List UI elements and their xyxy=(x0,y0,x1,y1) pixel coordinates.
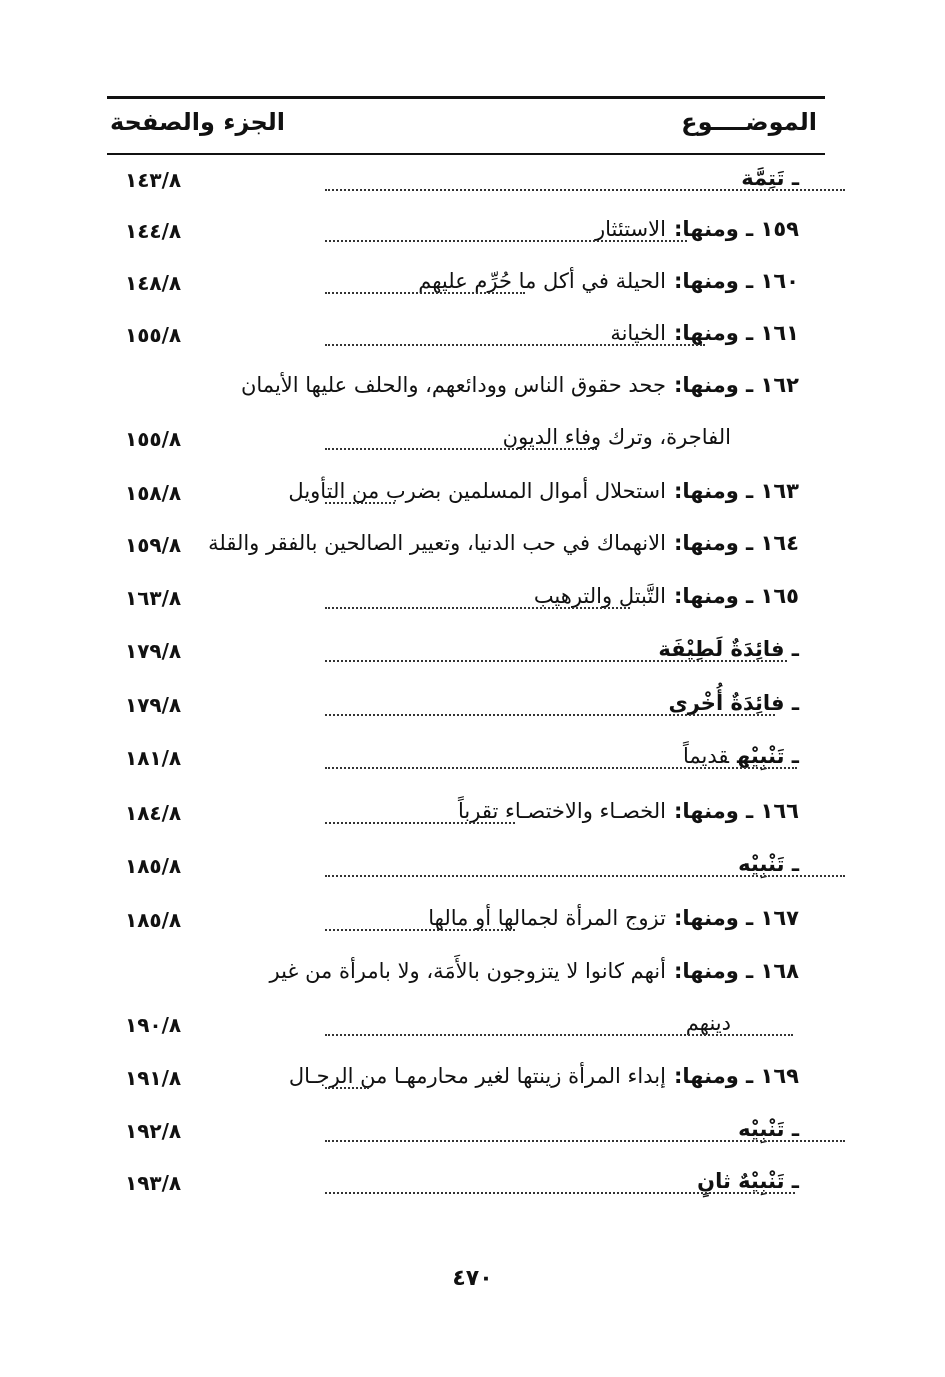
entry-lead: ـ تَنْبِيْه xyxy=(738,852,799,876)
entry-page-ref: ١٨٤/٨ xyxy=(125,801,182,825)
entry-text: إبداء المرأة زينتها لغير محارمهـا من الرجـال xyxy=(288,1064,666,1088)
header-topic: الموضــــوع xyxy=(681,108,817,136)
entry-text: الاستئثار xyxy=(595,217,666,241)
entry-lead: ـ فائِدَةٌ أُخْرى xyxy=(668,691,799,715)
dot-leader xyxy=(325,344,705,346)
entry-lead: ١٦٢ ـ ومنها: xyxy=(673,373,799,397)
entry-page-ref: ١٨٥/٨ xyxy=(125,908,182,932)
entry-lead: ـ تَنْبِيْه xyxy=(737,744,799,768)
entry-lead: ١٦٤ ـ ومنها: xyxy=(673,531,799,555)
entry-title xyxy=(288,479,799,503)
entry-page-ref: ١٤٣/٨ xyxy=(125,168,182,192)
entry-page-ref: ١٩٠/٨ xyxy=(125,1013,182,1037)
entry-text: الانهماك في حب الدنيا، وتعيير الصالحين بالفقر والقلة xyxy=(208,531,666,555)
entry-page-ref: ١٩٢/٨ xyxy=(125,1119,182,1143)
toc-entry xyxy=(107,213,825,259)
entry-lead: ١٦٦ ـ ومنها: xyxy=(673,799,799,823)
toc-entry xyxy=(107,1113,825,1159)
entry-page-ref: ١٨١/٨ xyxy=(125,746,182,770)
dot-leader xyxy=(325,1140,845,1142)
dot-leader xyxy=(325,502,395,504)
entry-page-ref: ١٩١/٨ xyxy=(125,1066,182,1090)
entry-title xyxy=(418,269,799,293)
toc-entry xyxy=(107,317,825,363)
entry-lead: ـ تَنْبِيْهٌ ثانٍ xyxy=(697,1169,799,1193)
entry-text: أنهم كانوا لا يتزوجون بالأَمَة، ولا بامرأة من غير xyxy=(269,959,666,983)
entry-lead: ١٦١ ـ ومنها: xyxy=(673,321,799,345)
entry-text: الفاجرة، وترك وفاء الديون xyxy=(502,425,731,449)
entry-page-ref: ١٥٨/٨ xyxy=(125,481,182,505)
entry-title xyxy=(658,637,799,661)
entry-lead: ١٦٠ ـ ومنها: xyxy=(673,269,799,293)
entry-title xyxy=(686,1011,731,1035)
entry-page-ref: ١٦٣/٨ xyxy=(125,586,182,610)
entry-text: استحلال أموال المسلمين بضرب من التأويل xyxy=(288,479,666,503)
entry-text: الحيلة في أكل ما حُرِّم عليهم xyxy=(418,269,666,293)
entry-page-ref: ١٥٥/٨ xyxy=(125,323,182,347)
entry-text: الخصـاء والاختصـاء تقرباً xyxy=(457,799,666,823)
toc-entry xyxy=(107,633,825,679)
dot-leader xyxy=(325,607,630,609)
dot-leader xyxy=(325,822,515,824)
entry-page-ref: ١٤٨/٨ xyxy=(125,271,182,295)
toc-entry xyxy=(107,902,825,948)
entry-lead: ١٦٧ ـ ومنها: xyxy=(673,906,799,930)
entry-title xyxy=(610,321,799,345)
entry-lead: ـ تَنْبِيْه xyxy=(738,1117,799,1141)
entry-text: تزوج المرأة لجمالها أو مالها xyxy=(428,906,666,930)
toc-entry xyxy=(107,265,825,311)
toc-entry xyxy=(107,475,825,521)
entry-lead: ١٦٣ ـ ومنها: xyxy=(673,479,799,503)
entry-title xyxy=(697,1169,799,1193)
entry-title xyxy=(595,217,799,241)
entry-title xyxy=(741,166,799,190)
entry-lead: ١٦٩ ـ ومنها: xyxy=(673,1064,799,1088)
entry-title xyxy=(503,425,731,449)
entry-title xyxy=(738,852,799,876)
toc-entry xyxy=(107,1060,825,1106)
dot-leader xyxy=(325,240,687,242)
entry-title xyxy=(683,744,799,768)
toc-entry xyxy=(107,527,825,573)
entry-title xyxy=(458,799,799,823)
entry-lead: ـ فائِدَةٌ لَطِيْفَة xyxy=(658,637,799,661)
dot-leader xyxy=(325,660,787,662)
entry-text: الخيانة xyxy=(610,321,666,345)
entry-page-ref: ١٩٣/٨ xyxy=(125,1171,182,1195)
entry-page-ref: ١٥٥/٨ xyxy=(125,427,182,451)
dot-leader xyxy=(325,1087,369,1089)
toc-entry xyxy=(107,1007,825,1053)
toc-entry xyxy=(107,369,825,415)
top-rule xyxy=(107,96,825,99)
entry-lead: ـ تَتِمَّة xyxy=(741,166,799,190)
toc-entry xyxy=(107,580,825,626)
entry-text: دينهم xyxy=(685,1011,731,1035)
toc-entry xyxy=(107,955,825,1001)
toc-entry xyxy=(107,795,825,841)
toc-entry xyxy=(107,848,825,894)
page-number: ٤٧٠ xyxy=(452,1266,493,1291)
entry-text: جحد حقوق الناس وودائعهم، والحلف عليها الأيمان xyxy=(240,373,666,397)
entry-title xyxy=(289,1064,799,1088)
entry-page-ref: ١٨٥/٨ xyxy=(125,854,182,878)
entry-title xyxy=(428,906,799,930)
dot-leader xyxy=(325,875,845,877)
entry-page-ref: ١٧٩/٨ xyxy=(125,639,182,663)
dot-leader xyxy=(325,767,797,769)
dot-leader xyxy=(325,929,515,931)
toc-entry xyxy=(107,1165,825,1211)
dot-leader xyxy=(325,714,775,716)
entry-lead: ١٦٥ ـ ومنها: xyxy=(673,584,799,608)
entry-title xyxy=(534,584,799,608)
entry-title xyxy=(269,959,799,983)
dot-leader xyxy=(325,1192,795,1194)
toc-entry xyxy=(107,740,825,786)
dot-leader xyxy=(325,189,845,191)
entry-title xyxy=(669,691,800,715)
entry-title xyxy=(241,373,799,397)
header-rule xyxy=(107,153,825,155)
entry-text: التَّبتل والترهيب xyxy=(533,584,666,608)
entry-title xyxy=(208,531,799,555)
entry-text: قديماً xyxy=(683,744,730,768)
entry-page-ref: ١٧٩/٨ xyxy=(125,693,182,717)
entry-lead: ١٥٩ ـ ومنها: xyxy=(673,217,799,241)
entry-page-ref: ١٤٤/٨ xyxy=(125,219,182,243)
entry-title xyxy=(738,1117,799,1141)
dot-leader xyxy=(325,292,525,294)
header-page-column: الجزء والصفحة xyxy=(110,108,286,136)
toc-entry xyxy=(107,687,825,733)
dot-leader xyxy=(325,1034,793,1036)
toc-entry xyxy=(107,421,825,467)
dot-leader xyxy=(325,448,597,450)
entry-page-ref: ١٥٩/٨ xyxy=(125,533,182,557)
toc-entry xyxy=(107,162,825,208)
entry-lead: ١٦٨ ـ ومنها: xyxy=(673,959,799,983)
